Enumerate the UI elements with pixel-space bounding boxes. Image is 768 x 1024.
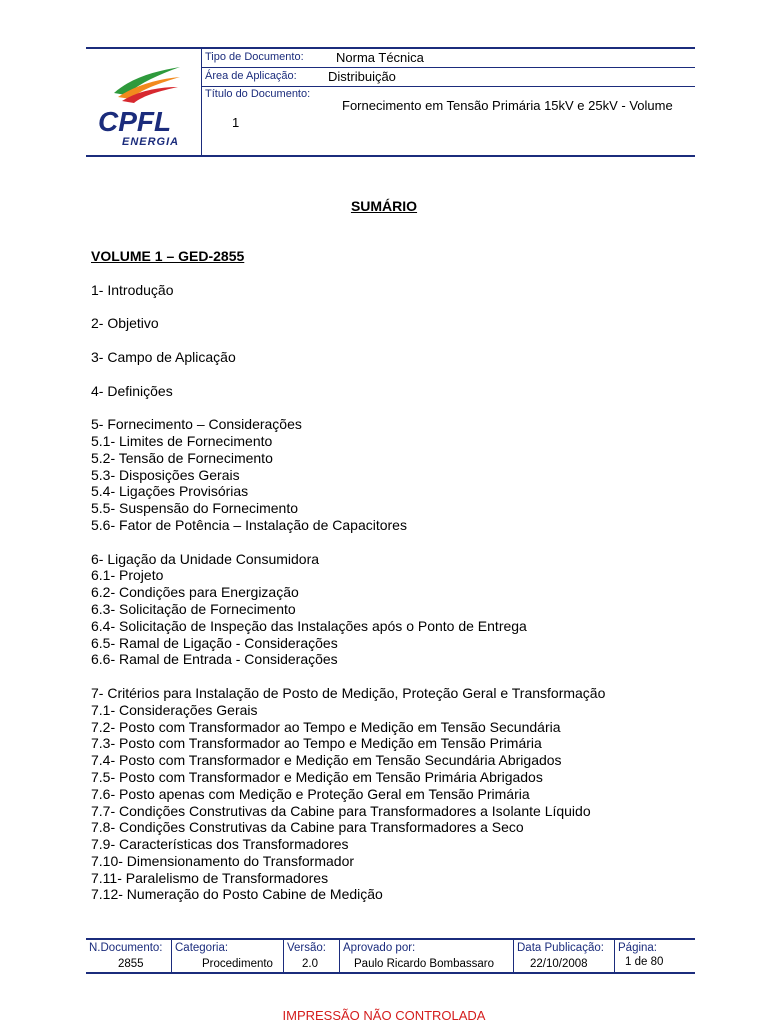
section-gap — [91, 668, 731, 685]
footer-version — [283, 940, 339, 972]
toc-item: 7.7- Condições Construtivas da Cabine para Transformadores a Isolante Líquido — [91, 802, 591, 819]
footer-approved — [339, 940, 513, 972]
volume-title: VOLUME 1 – GED-2855 — [91, 248, 245, 264]
toc-item: 3- Campo de Aplicação — [91, 348, 236, 365]
doc-title-label: Título do Documento: — [205, 88, 311, 100]
version-value: 2.0 — [302, 958, 318, 970]
toc-item: 5.2- Tensão de Fornecimento — [91, 449, 273, 466]
document-footer — [86, 938, 695, 974]
area-label: Área de Aplicação: — [205, 70, 297, 82]
toc-item: 7.6- Posto apenas com Medição e Proteção Geral em Tensão Primária — [91, 785, 530, 802]
doc-number-value: 2855 — [118, 958, 144, 970]
toc-item: 5.5- Suspensão do Fornecimento — [91, 500, 299, 517]
toc-item: 7.8- Condições Construtivas da Cabine para Transformadores a Seco — [91, 819, 524, 836]
footer-doc-number — [86, 940, 171, 972]
doc-title-value-line1: Fornecimento em Tensão Primária 15kV e 25kV - Volume — [342, 98, 673, 113]
section-gap — [91, 534, 731, 551]
area-value: Distribuição — [328, 69, 396, 84]
section-gap — [91, 399, 731, 416]
logo-cell — [86, 49, 202, 155]
toc-item: 7.2- Posto com Transformador ao Tempo e Medição em Tensão Secundária — [91, 718, 561, 735]
cpfl-logo — [96, 59, 192, 149]
table-of-contents — [91, 248, 731, 903]
toc-item: 5.6- Fator de Potência – Instalação de Capacitores — [91, 516, 407, 533]
doc-number-label: N.Documento: — [89, 942, 163, 954]
section-gap — [91, 332, 731, 349]
toc-item: 7.9- Características dos Transformadores — [91, 836, 349, 853]
pub-date-label: Data Publicação: — [517, 942, 604, 954]
section-gap — [91, 299, 731, 316]
toc-item: 5.4- Ligações Provisórias — [91, 483, 249, 500]
uncontrolled-print-notice: IMPRESSÃO NÃO CONTROLADA — [282, 1008, 486, 1023]
area-row — [202, 68, 695, 87]
logo-sub-text: ENERGIA — [122, 136, 180, 148]
toc-item: 6.2- Condições para Energização — [91, 584, 299, 601]
toc-item: 4- Definições — [91, 382, 173, 399]
document-header — [86, 47, 695, 157]
toc-sections — [91, 282, 731, 903]
approved-value: Paulo Ricardo Bombassaro — [354, 958, 494, 970]
toc-item: 6.4- Solicitação de Inspeção das Instalações após o Ponto de Entrega — [91, 617, 527, 634]
toc-item: 7.10- Dimensionamento do Transformador — [91, 852, 355, 869]
doc-type-label: Tipo de Documento: — [205, 51, 304, 63]
toc-item: 5.1- Limites de Fornecimento — [91, 432, 273, 449]
toc-item: 5- Fornecimento – Considerações — [91, 416, 302, 433]
footer-pub-date — [513, 940, 614, 972]
page-value: 1 de 80 — [625, 956, 664, 968]
toc-item: 5.3- Disposições Gerais — [91, 466, 240, 483]
toc-item: 6.1- Projeto — [91, 567, 164, 584]
doc-type-value: Norma Técnica — [336, 50, 424, 65]
toc-item: 6.3- Solicitação de Fornecimento — [91, 600, 296, 617]
toc-item: 7- Critérios para Instalação de Posto de Medição, Proteção Geral e Transformação — [91, 684, 606, 701]
summary-title: SUMÁRIO — [350, 198, 418, 214]
section-gap — [91, 366, 731, 383]
toc-item: 7.12- Numeração do Posto Cabine de Medição — [91, 886, 383, 903]
toc-item: 7.3- Posto com Transformador ao Tempo e Medição em Tensão Primária — [91, 735, 542, 752]
toc-item: 7.1- Considerações Gerais — [91, 701, 258, 718]
footer-page — [614, 940, 695, 972]
toc-item: 1- Introdução — [91, 281, 174, 298]
category-value: Procedimento — [202, 958, 273, 970]
pub-date-value: 22/10/2008 — [530, 958, 588, 970]
toc-item: 6- Ligação da Unidade Consumidora — [91, 550, 320, 567]
approved-label: Aprovado por: — [343, 942, 416, 954]
toc-item: 7.5- Posto com Transformador e Medição em Tensão Primária Abrigados — [91, 768, 543, 785]
doc-title-value-line2: 1 — [232, 115, 240, 130]
version-label: Versão: — [287, 942, 326, 954]
logo-brand-text: CPFL — [98, 106, 172, 137]
doc-title-row — [202, 87, 695, 155]
toc-item: 7.4- Posto com Transformador e Medição em Tensão Secundária Abrigados — [91, 752, 562, 769]
page-label: Página: — [618, 942, 658, 954]
footer-category — [171, 940, 283, 972]
category-label: Categoria: — [175, 942, 229, 954]
doc-type-row — [202, 49, 695, 68]
toc-item: 6.5- Ramal de Ligação - Considerações — [91, 634, 338, 651]
toc-item: 2- Objetivo — [91, 315, 159, 332]
toc-item: 7.11- Paralelismo de Transformadores — [91, 869, 329, 886]
toc-item: 6.6- Ramal de Entrada - Considerações — [91, 651, 338, 668]
